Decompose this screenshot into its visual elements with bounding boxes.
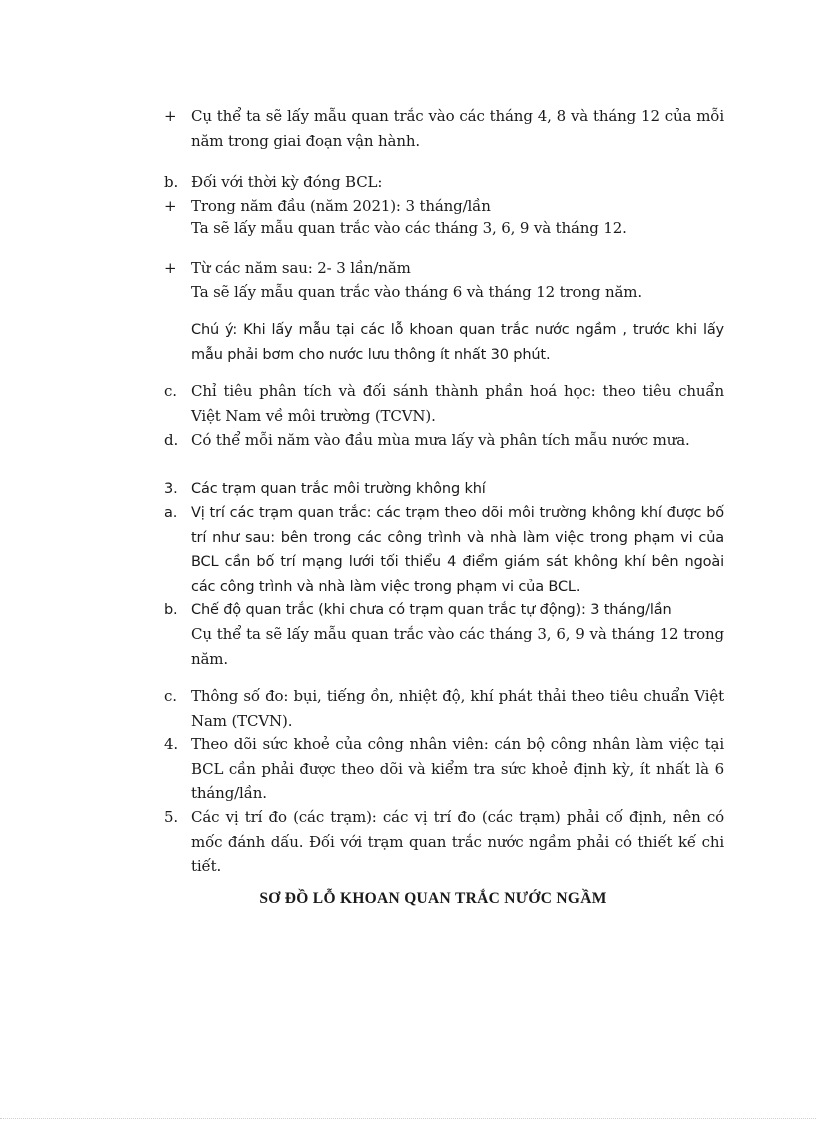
paragraph: Cụ thể ta sẽ lấy mẫu quan trắc vào các tháng 3, 6, 9 và tháng 12 trong năm. [191, 625, 724, 668]
list-item-text: Chỉ tiêu phân tích và đối sánh thành phần hoá học: theo tiêu chuẩn Việt Nam về môi trường (TCVN). [191, 382, 724, 425]
list-marker: a. [164, 505, 178, 521]
list-item-text: Trong năm đầu (năm 2021): 3 tháng/lần [191, 197, 491, 215]
list-marker: 5. [164, 808, 179, 826]
list-marker: d. [164, 431, 179, 449]
list-item [164, 684, 724, 733]
list-item-text: Các vị trí đo (các trạm): các vị trí đo (các trạm) phải cố định, nên có mốc đánh dấu. Đối với trạm quan trắc nước ngầm phải có thiết kế chi tiết. [191, 808, 724, 875]
list-item [164, 379, 724, 428]
list-item-text: Thông số đo: bụi, tiếng ồn, nhiệt độ, khí phát thải theo tiêu chuẩn Việt Nam (TCVN). [191, 687, 724, 730]
list-item-text: Cụ thể ta sẽ lấy mẫu quan trắc vào các tháng 4, 8 và tháng 12 của mỗi năm trong giai đoạn vận hành. [191, 107, 724, 150]
list-marker: c. [164, 687, 177, 705]
list-item [164, 598, 724, 623]
note-paragraph: Chú ý: Khi lấy mẫu tại các lỗ khoan quan trắc nước ngầm , trước khi lấy mẫu phải bơm cho nước lưu thông ít nhất 30 phút. [191, 322, 724, 363]
list-marker: + [164, 107, 177, 125]
paragraph: Ta sẽ lấy mẫu quan trắc vào tháng 6 và tháng 12 trong năm. [191, 283, 642, 301]
list-item [164, 732, 724, 806]
page-border [0, 1118, 816, 1119]
list-item-text: Đối với thời kỳ đóng BCL: [191, 173, 383, 191]
list-marker: 4. [164, 735, 179, 753]
list-item-text: Vị trí các trạm quan trắc: các trạm theo dõi môi trường không khí được bố trí như sau: bên trong các công trình và nhà làm việc trong phạm vi của BCL cần bố trí mạng lưới tối thiểu 4 điểm giám sát không khí bên ngoài các công trình và nhà làm việc trong phạm vi của BCL. [191, 505, 724, 595]
diagram-title: SƠ ĐỒ LỖ KHOAN QUAN TRẮC NƯỚC NGẦM [259, 890, 607, 907]
list-marker: b. [164, 173, 179, 191]
list-item [164, 170, 724, 195]
list-item [164, 104, 724, 153]
list-item [164, 805, 724, 879]
section-heading: Các trạm quan trắc môi trường không khí [191, 481, 486, 497]
list-item [164, 256, 724, 281]
list-marker: + [164, 197, 177, 215]
list-item [164, 194, 724, 219]
list-item [164, 477, 724, 502]
list-marker: 3. [164, 481, 178, 497]
list-item [164, 428, 724, 453]
list-item-text: Chế độ quan trắc (khi chưa có trạm quan trắc tự động): 3 tháng/lần [191, 602, 672, 618]
list-item-text: Từ các năm sau: 2- 3 lần/năm [191, 259, 411, 277]
list-marker: c. [164, 382, 177, 400]
list-item [164, 501, 724, 599]
list-item-text: Có thể mỗi năm vào đầu mùa mưa lấy và phân tích mẫu nước mưa. [191, 431, 690, 449]
list-item-text: Theo dõi sức khoẻ của công nhân viên: cán bộ công nhân làm việc tại BCL cần phải được theo dõi và kiểm tra sức khoẻ định kỳ, ít nhất là 6 tháng/lần. [191, 735, 724, 802]
paragraph: Ta sẽ lấy mẫu quan trắc vào các tháng 3, 6, 9 và tháng 12. [191, 219, 627, 237]
list-marker: b. [164, 602, 178, 618]
list-marker: + [164, 259, 177, 277]
